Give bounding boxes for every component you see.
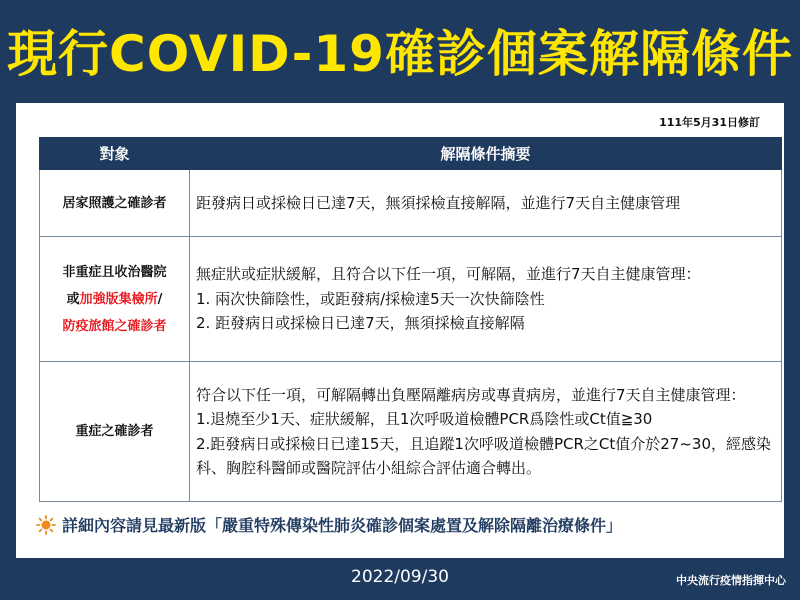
summary-line: 無症狀或症狀緩解，且符合以下任一項，可解隔，並進行7天自主健康管理： [196, 265, 701, 284]
subject-cell [40, 170, 190, 237]
header-summary: 解隔條件摘要 [190, 138, 782, 170]
subject-text: 重症之確診者 [75, 424, 154, 439]
note-text: 詳細內容請見最新版「嚴重特殊傳染性肺炎確診個案處置及解除隔離治療條件」 [62, 516, 623, 535]
sun-icon [36, 515, 56, 535]
criteria-table [39, 137, 782, 502]
summary-line: 1.退燒至少1天、症狀緩解，且1次呼吸道檢體PCR爲陰性或Ct值≧30 [196, 410, 653, 428]
summary-cell [190, 237, 782, 362]
table-row [40, 170, 782, 237]
content-card [16, 103, 784, 558]
revision-date: 111年5月31日修訂 [659, 116, 760, 129]
summary-line: 2.距發病日或採檢日已達15天，且追蹤1次呼吸道檢體PCR之Ct值介於27~30，經感染科、胸腔科醫師或醫院評估小組綜合評估適合轉出。 [196, 434, 771, 477]
summary-line: 符合以下任一項，可解隔轉出負壓隔離病房或專責病房，並進行7天自主健康管理： [196, 385, 746, 404]
subject-highlight: 防疫旅館之確診者 [62, 318, 167, 334]
header-subject: 對象 [40, 138, 190, 170]
table-row [40, 362, 782, 502]
summary-line: 2. 距發病日或採檢日已達7天，無須採檢直接解隔 [196, 314, 525, 333]
footer-date: 2022/09/30 [351, 567, 449, 587]
subject-prefix: 或 [66, 291, 80, 307]
table-header-row [40, 138, 782, 170]
table-row [40, 237, 782, 362]
summary-cell [190, 362, 782, 502]
page-title: 現行COVID-19確診個案解隔條件 [7, 25, 793, 83]
subject-text [42, 286, 187, 313]
summary-cell [190, 170, 782, 237]
footer-organization: 中央流行疫情指揮中心 [676, 574, 786, 587]
summary-line: 1. 兩次快篩陰性，或距發病/採檢達5天一次快篩陰性 [196, 289, 545, 308]
reference-note [36, 513, 622, 536]
subject-text: 居家照護之確診者 [62, 195, 167, 211]
summary-line: 距發病日或採檢日已達7天，無須採檢直接解隔，並進行7天自主健康管理 [196, 193, 681, 212]
subject-cell [40, 237, 190, 362]
subject-cell [40, 362, 190, 502]
subject-suffix: / [157, 291, 163, 307]
subject-text: 非重症且收治醫院 [62, 264, 167, 280]
subject-highlight: 加強版集檢所 [79, 291, 158, 307]
